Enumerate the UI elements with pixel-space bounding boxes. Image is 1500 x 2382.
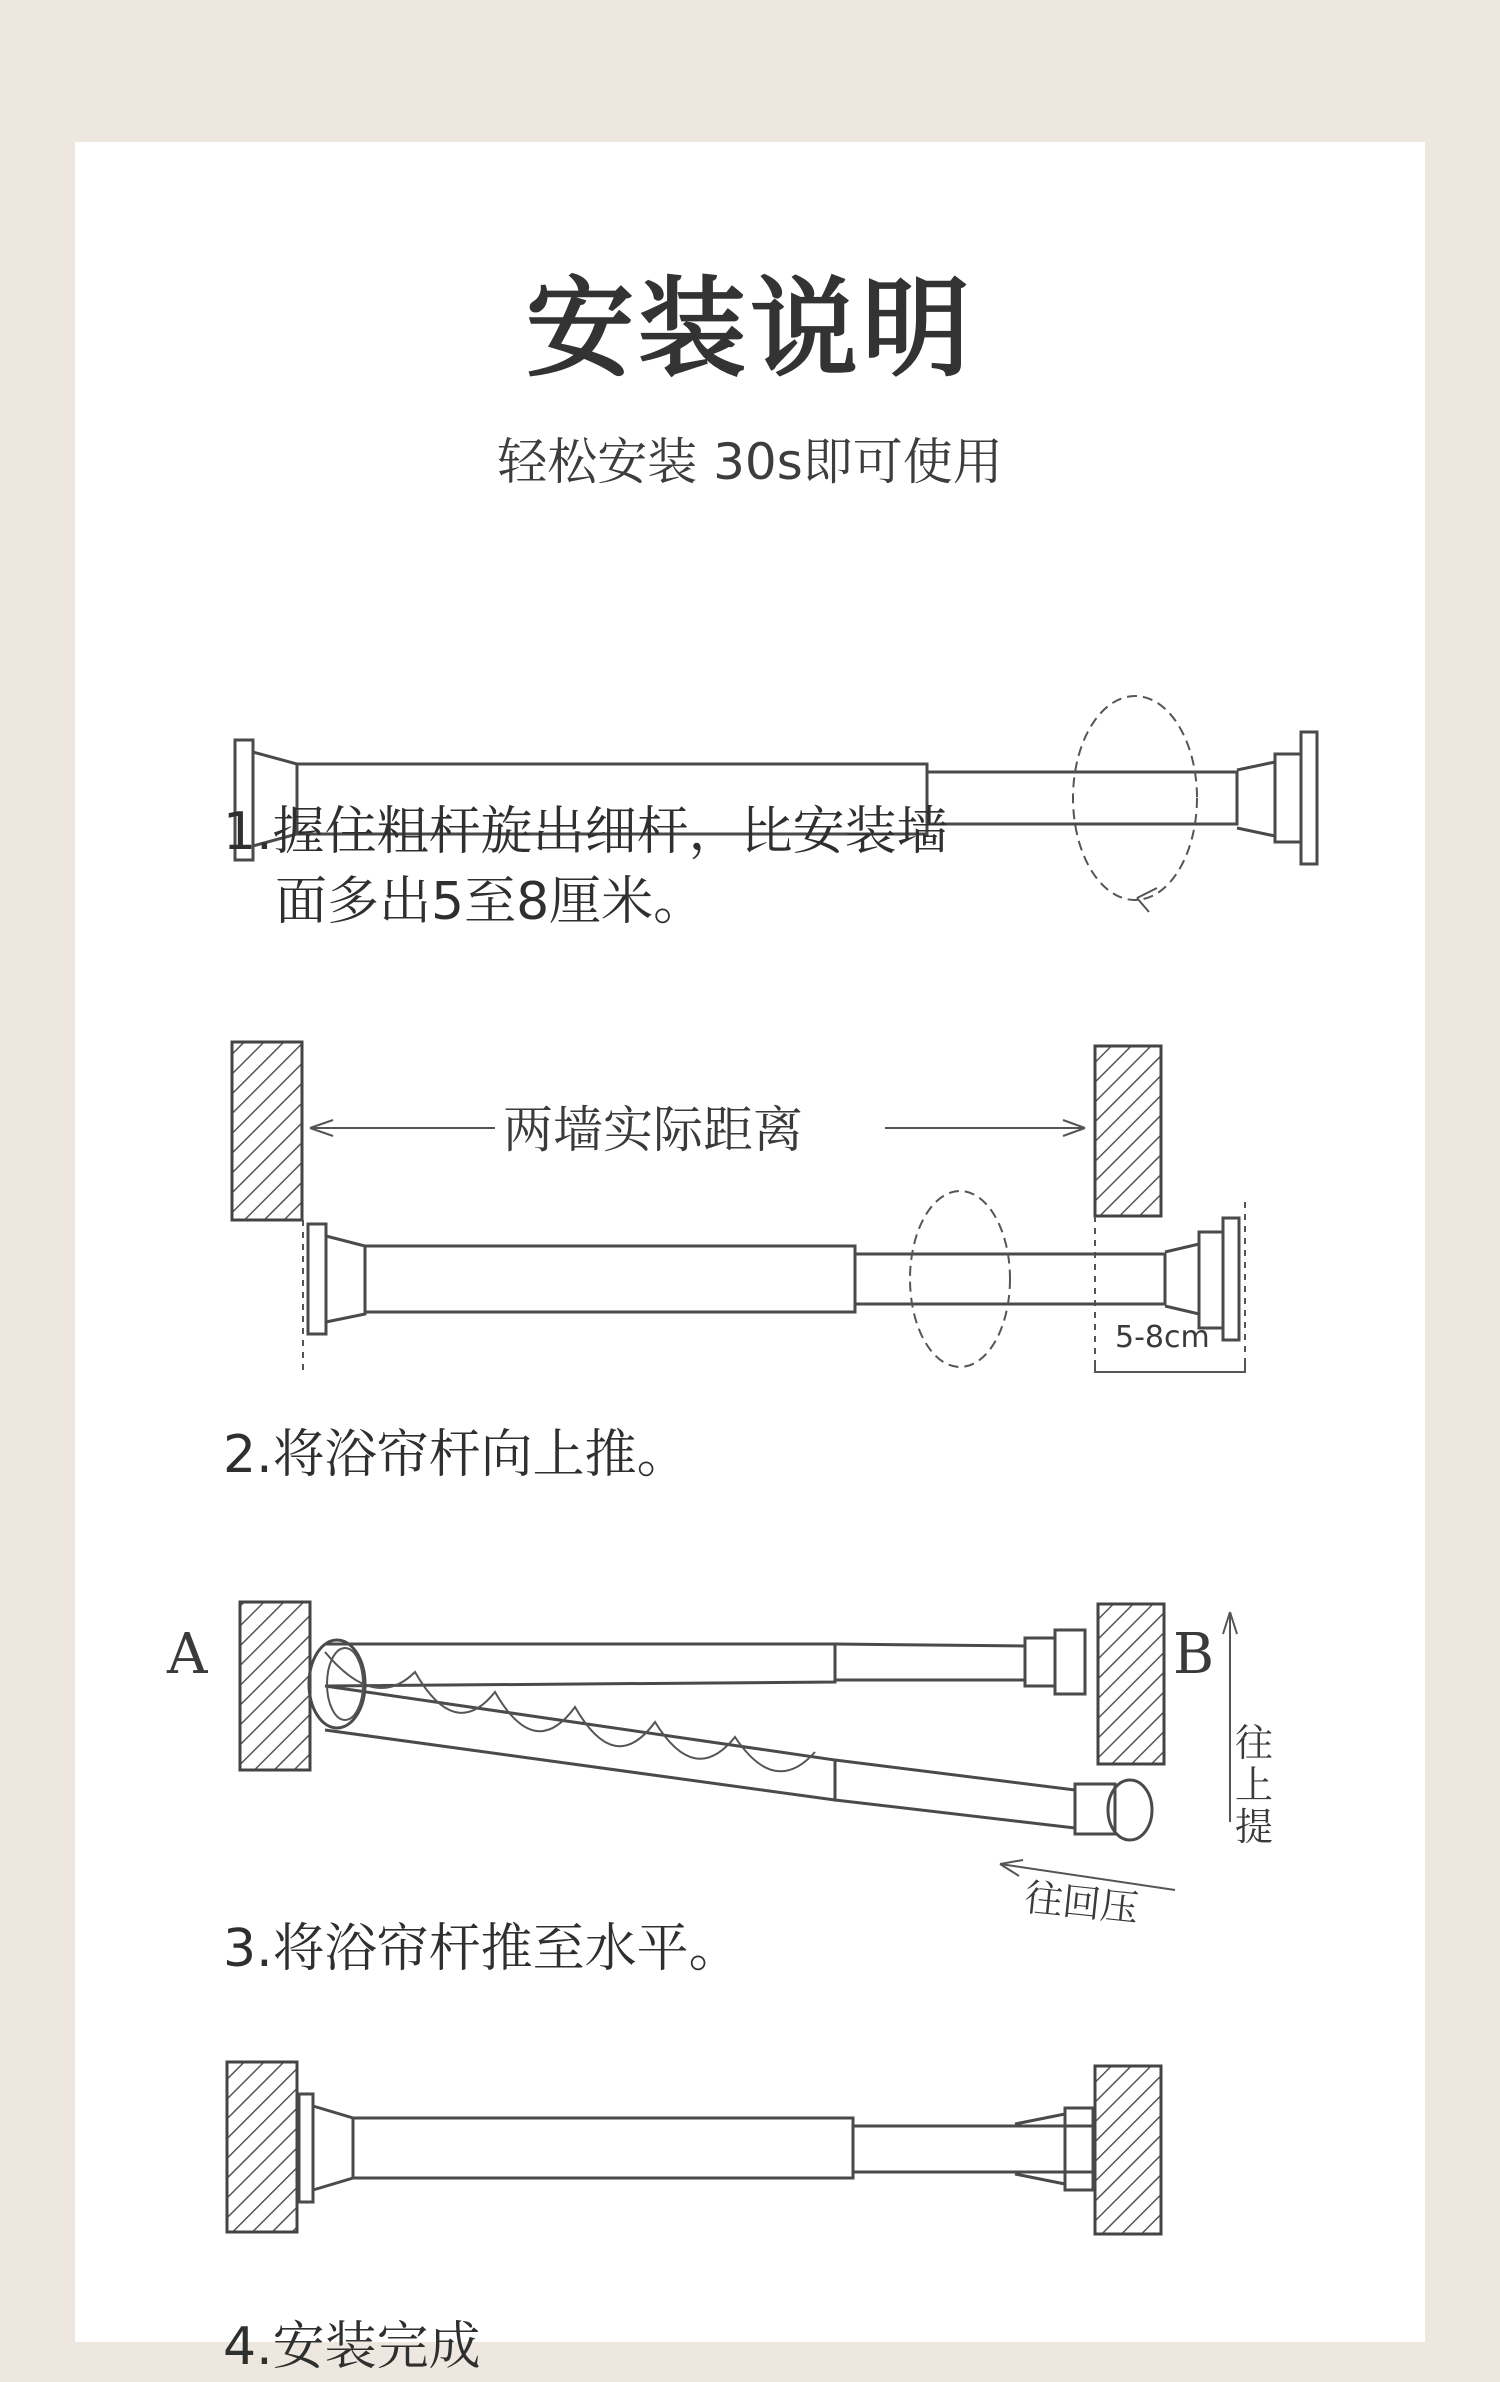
step-1-line-2: 面多出5至8厘米。 — [275, 872, 706, 932]
rod-extend-illustration — [75, 582, 1425, 782]
label-b: B — [1173, 1622, 1215, 1687]
step-3-text — [223, 1914, 741, 1984]
step-3-line-1: 3.将浴帘杆推至水平。 — [223, 1919, 741, 1979]
step-1-line-1: 1.握住粗杆旋出细杆，比安装墙 — [223, 802, 949, 862]
tilt-press-illustration — [75, 1592, 1425, 1932]
distance-label: 两墙实际距离 — [503, 1101, 803, 1159]
installed-illustration — [75, 2052, 1425, 2242]
step-1-text — [223, 797, 949, 937]
step-2-line-1: 2.将浴帘杆向上推。 — [223, 1425, 689, 1485]
wall-distance-illustration — [75, 1032, 1425, 1362]
page-title: 安装说明 — [525, 267, 974, 392]
step-2-text — [223, 1420, 689, 1490]
page-subtitle: 轻松安装 30s即可使用 — [497, 433, 1003, 491]
label-a: A — [167, 1622, 208, 1687]
push-up-label: 往上提 — [1235, 1721, 1274, 1849]
press-back-label: 往回压 — [1022, 1875, 1141, 1931]
gap-label: 5-8cm — [1115, 1320, 1210, 1355]
instruction-card — [75, 142, 1425, 2377]
step-4-line-1: 4.安装完成 — [223, 2317, 481, 2377]
step-4-text — [223, 2312, 481, 2382]
